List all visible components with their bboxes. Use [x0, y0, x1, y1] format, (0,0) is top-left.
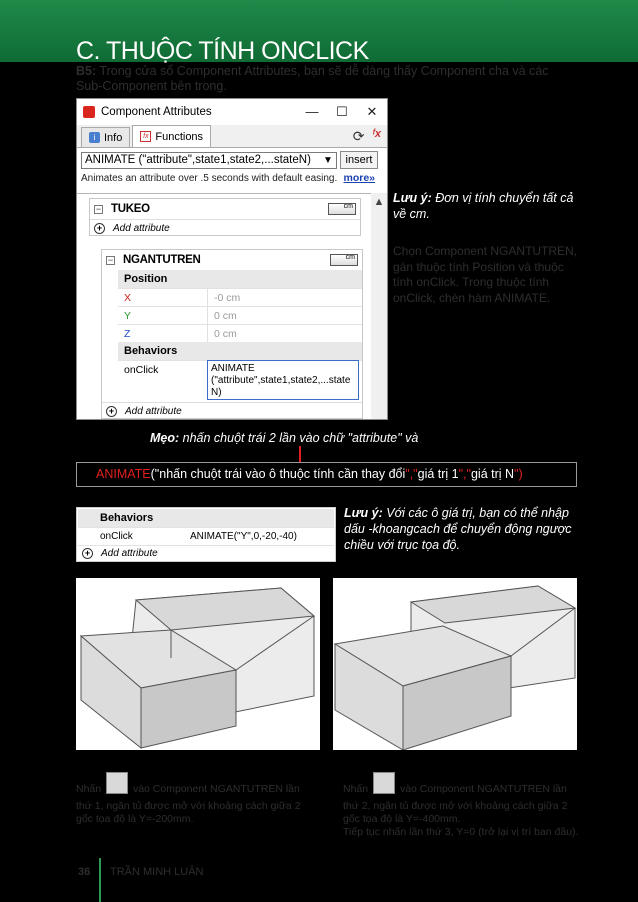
- insert-button[interactable]: insert: [340, 151, 378, 169]
- formula-arg-value1: giá trị 1: [417, 467, 459, 481]
- window-titlebar: [77, 99, 387, 125]
- attribute-name: X: [124, 292, 132, 304]
- instructions-text: Chọn Component NGANTUTREN, gán thuộc tính Position và thuộc tính onClick. Trong thuộc tính onClick, chèn hàm ANIMATE.: [393, 244, 578, 305]
- author-name: TRẦN MINH LUÂN: [110, 866, 204, 878]
- tab-bar: [77, 125, 387, 147]
- component-name: TUKEO: [111, 203, 150, 215]
- note-negative-values: [344, 505, 574, 553]
- tab-functions[interactable]: [132, 125, 211, 147]
- onclick-label: onClick: [100, 531, 133, 542]
- more-link[interactable]: more»: [343, 172, 375, 184]
- function-select[interactable]: [81, 152, 337, 169]
- collapse-icon[interactable]: −: [95, 203, 102, 214]
- unit-badge[interactable]: cm: [330, 254, 358, 266]
- note-body: Đơn vị tính chuyển tất cả về cm.: [393, 191, 574, 221]
- caption-body: vào Component NGANTUTREN lần thứ 1, ngăn tủ được mở với khoảng cách giữa 2 gốc tọa độ là Y=-200mm.: [76, 782, 301, 825]
- add-attribute-row[interactable]: [78, 545, 334, 561]
- onclick-row[interactable]: [78, 527, 334, 545]
- maximize-button[interactable]: ☐: [336, 104, 348, 119]
- attribute-row-y[interactable]: [118, 306, 362, 324]
- formula-separator: ",": [458, 467, 471, 481]
- interact-tool-icon: [106, 772, 128, 794]
- position-section-header: Position: [118, 270, 362, 288]
- caption-body: vào Component NGANTUTREN lần thứ 2, ngăn tủ được mở với khoảng cách giữa 2 gốc tọa độ là Y=-400mm.: [343, 782, 568, 825]
- minimize-button[interactable]: —: [305, 104, 319, 119]
- window-title: Component Attributes: [101, 106, 212, 118]
- component-ngantutren: [101, 249, 363, 419]
- function-description: Animates an attribute over .5 seconds with default easing.: [81, 173, 338, 184]
- formula-arg-valuen: giá trị N: [470, 467, 515, 481]
- attribute-row-x[interactable]: [118, 288, 362, 306]
- add-attribute-label: Add attribute: [101, 548, 158, 559]
- collapse-icon[interactable]: −: [107, 254, 114, 265]
- caption-right: [343, 778, 583, 839]
- onclick-value-field[interactable]: ANIMATE ("attribute",state1,state2,...state N): [207, 360, 359, 400]
- add-attribute-row[interactable]: [102, 402, 362, 420]
- caption-left: [76, 778, 316, 826]
- close-button[interactable]: ✕: [366, 104, 378, 119]
- add-attribute-label: Add attribute: [125, 406, 182, 417]
- chevron-down-icon[interactable]: ▼: [323, 155, 333, 166]
- attribute-row-z[interactable]: [118, 324, 362, 342]
- component-attributes-window: [76, 98, 388, 420]
- intro-text: [76, 64, 576, 94]
- column-divider: [207, 288, 208, 342]
- page-number: 36: [78, 866, 91, 878]
- formula-separator: ",": [405, 467, 418, 481]
- drawer-open-200-image: [76, 578, 320, 750]
- component-tukeo: [89, 198, 361, 236]
- scroll-up-icon[interactable]: ▲: [373, 196, 385, 208]
- interact-tool-icon: [373, 772, 395, 794]
- tip-body: nhấn chuột trái 2 lần vào chữ "attribute" và: [179, 431, 419, 445]
- attribute-name: Y: [124, 310, 132, 322]
- attribute-value[interactable]: 0 cm: [214, 328, 237, 340]
- note-body: Với các ô giá trị, bạn có thể nhập dấu -khoangcach để chuyển động ngược chiều với trục tọa độ.: [344, 506, 572, 552]
- function-row: [77, 147, 387, 193]
- intro-body: Trong cửa sổ Component Attributes, bạn sẽ dễ dàng thấy Component cha và các Sub-Component bên trong.: [76, 64, 549, 93]
- attribute-value[interactable]: -0 cm: [214, 292, 241, 304]
- behaviors-header: Behaviors: [78, 509, 334, 527]
- tip-text: [150, 431, 418, 445]
- sketchup-icon: [83, 106, 95, 118]
- page-title: C. THUỘC TÍNH ONCLICK: [76, 37, 369, 65]
- caption-prefix: Nhấn: [76, 782, 105, 795]
- step-label: B5:: [76, 64, 97, 78]
- behaviors-example-table: [76, 507, 336, 562]
- vertical-scrollbar[interactable]: [371, 193, 387, 419]
- refresh-icon[interactable]: ⟳: [352, 128, 365, 144]
- note-label: Lưu ý:: [344, 506, 383, 520]
- add-icon[interactable]: +: [94, 223, 105, 234]
- caption-prefix: Nhấn: [343, 782, 372, 795]
- formula-toggle-icon[interactable]: ᶠx: [372, 128, 381, 140]
- footer-divider: [99, 858, 101, 902]
- unit-badge[interactable]: cm: [328, 203, 356, 215]
- pointer-line: [299, 446, 301, 463]
- tab-info-label: Info: [104, 131, 123, 144]
- caption-extra: Tiếp tục nhấn lần thứ 3, Y=0 (trở lại vị trí ban đầu).: [343, 826, 579, 838]
- behaviors-section-header: Behaviors: [118, 342, 362, 360]
- tab-info[interactable]: [81, 127, 130, 147]
- attribute-name: onClick: [124, 364, 159, 376]
- add-icon[interactable]: +: [82, 548, 93, 559]
- add-attribute-label: Add attribute: [113, 223, 170, 234]
- note-label: Lưu ý:: [393, 191, 432, 205]
- add-icon[interactable]: +: [106, 406, 117, 417]
- component-name: NGANTUTREN: [123, 254, 201, 266]
- onclick-value[interactable]: ANIMATE("Y",0,-20,-40): [190, 531, 297, 542]
- attribute-value[interactable]: 0 cm: [214, 310, 237, 322]
- formula-open: (": [150, 467, 160, 481]
- formula-box: [76, 462, 577, 487]
- formula-function: ANIMATE: [96, 467, 151, 481]
- info-icon: i: [89, 132, 100, 143]
- formula-arg-attribute: nhấn chuột trái vào ô thuộc tính cần thay đổi: [159, 467, 406, 481]
- formula-close: "): [514, 467, 523, 481]
- drawer-open-400-image: [333, 578, 577, 750]
- add-attribute-row[interactable]: [90, 219, 360, 237]
- tip-label: Mẹo:: [150, 431, 180, 445]
- function-select-value: ANIMATE ("attribute",state1,state2,...stateN): [85, 154, 311, 166]
- note-units: [393, 190, 583, 222]
- attribute-name: Z: [124, 328, 131, 340]
- attributes-panel: [77, 193, 371, 419]
- functions-icon: fx: [140, 131, 151, 142]
- tab-functions-label: Functions: [155, 130, 204, 143]
